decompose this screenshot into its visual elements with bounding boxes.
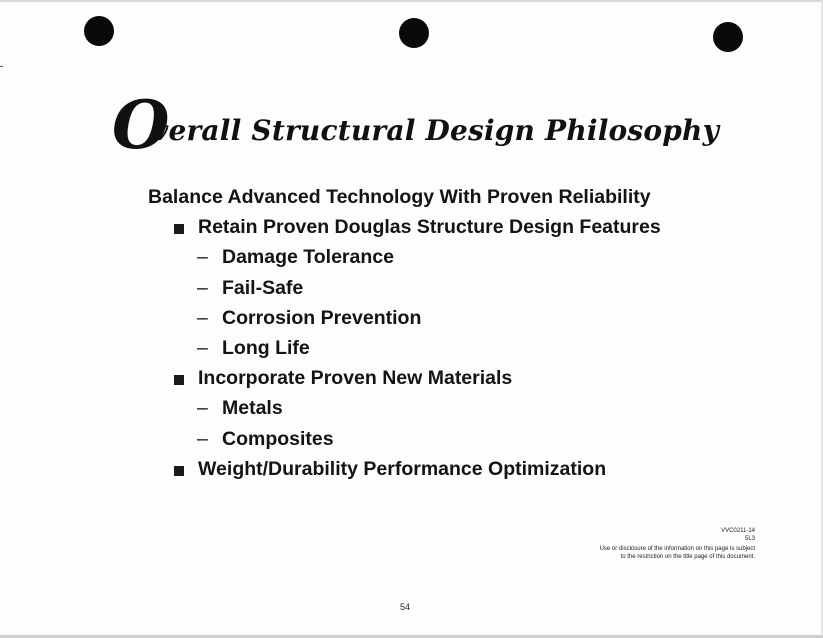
square-bullet-icon [174, 375, 184, 385]
sub-bullet-item: Metals [222, 397, 283, 420]
sub-bullet-item: Corrosion Prevention [222, 306, 422, 329]
document-footnote [600, 527, 755, 561]
margin-mark [0, 66, 3, 67]
binder-hole-left [84, 16, 114, 46]
page-title [112, 86, 792, 164]
disclosure-line-2: to the restriction on the title page of this document. [620, 554, 755, 560]
binder-hole-right [713, 22, 743, 52]
sub-bullet-item: Composites [222, 427, 334, 450]
page-number: 54 [400, 602, 411, 612]
bullet-item: Weight/Durability Performance Optimization [198, 457, 607, 480]
title-initial: O [112, 86, 168, 164]
document-code: VVC0211-14 [721, 528, 755, 534]
title-text: verall Structural Design Philosophy [152, 114, 720, 147]
square-bullet-icon [174, 466, 184, 476]
dash-bullet: – [197, 397, 208, 420]
bullet-item: Retain Proven Douglas Structure Design Features [198, 216, 661, 239]
dash-bullet: – [197, 337, 208, 359]
sub-bullet-item: Fail-Safe [222, 276, 304, 299]
dash-bullet: – [197, 246, 208, 269]
page-edge-top [0, 0, 823, 2]
bullet-item: Incorporate Proven New Materials [198, 367, 513, 390]
square-bullet-icon [174, 224, 184, 234]
sub-bullet-item: Damage Tolerance [222, 246, 394, 269]
dash-bullet: – [197, 306, 208, 329]
document-subcode: 5L3 [744, 536, 755, 542]
dash-bullet: – [197, 427, 208, 450]
main-heading: Balance Advanced Technology With Proven Reliability [148, 186, 651, 208]
dash-bullet: – [197, 276, 208, 299]
sub-bullet-item: Long Life [222, 337, 310, 359]
binder-hole-center [399, 18, 429, 48]
disclosure-line-1: Use or disclosure of the information on this page is subject [599, 546, 755, 552]
